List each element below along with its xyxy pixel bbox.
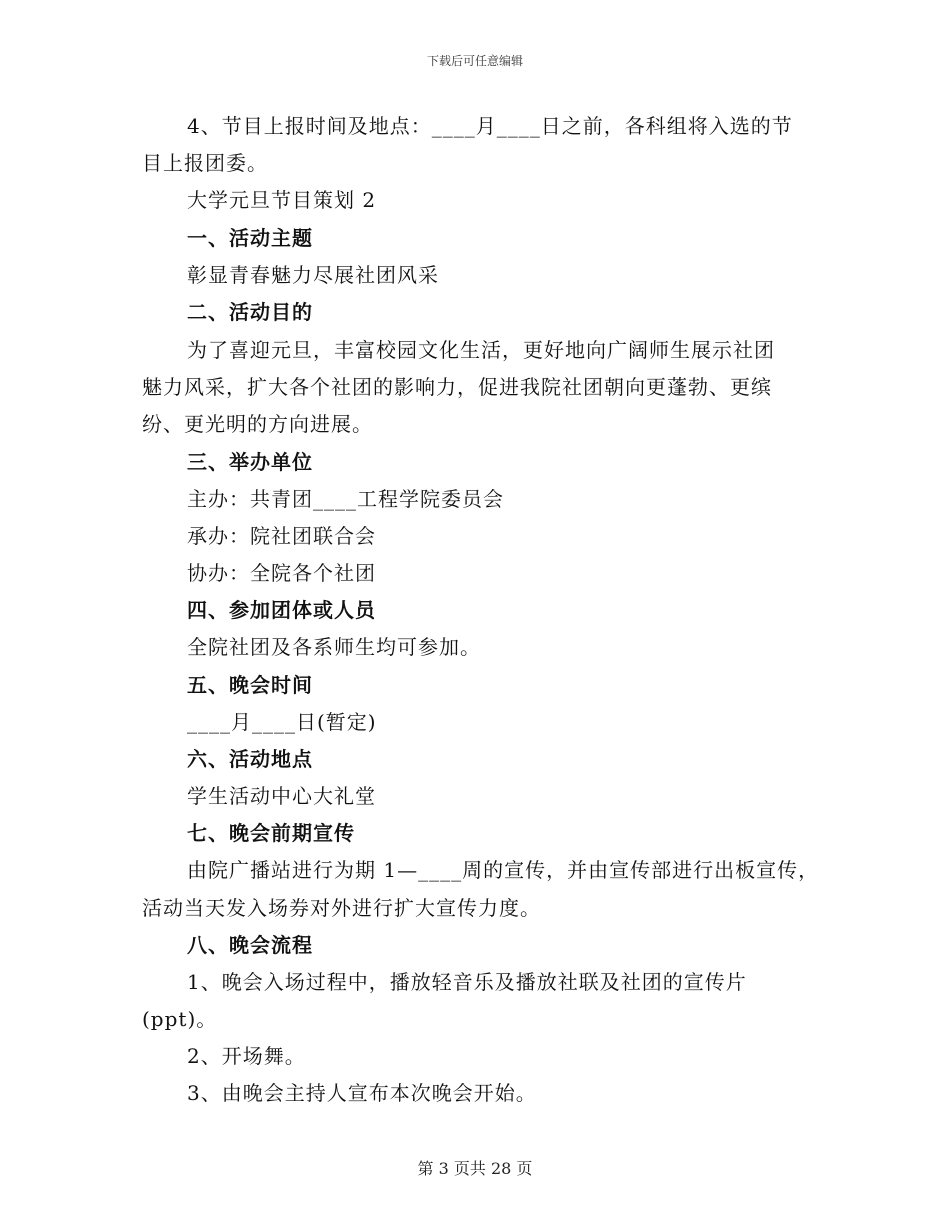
paragraph-line: ____月____日(暂定) [187, 710, 377, 734]
section-heading: 五、晚会时间 [187, 673, 313, 697]
paragraph-line: 协办：全院各个社团 [187, 561, 376, 585]
paragraph-line: 4、节目上报时间及地点：____月____日之前，各科组将入选的节 [187, 114, 793, 138]
paragraph-line: 目上报团委。 [142, 151, 268, 175]
paragraph-line: (ppt)。 [142, 1007, 218, 1031]
paragraph-line: 彰显青春魅力尽展社团风采 [187, 263, 439, 287]
section-heading: 三、举办单位 [187, 450, 313, 474]
paragraph-line: 承办：院社团联合会 [187, 524, 376, 548]
paragraph-line: 由院广播站进行为期 1—____周的宣传，并由宣传部进行出板宣传， [187, 858, 820, 882]
section-heading: 八、晚会流程 [187, 933, 313, 957]
section-heading: 四、参加团体或人员 [187, 598, 376, 622]
paragraph-line: 全院社团及各系师生均可参加。 [187, 635, 481, 659]
paragraph-line: 活动当天发入场券对外进行扩大宣传力度。 [142, 896, 541, 920]
page-header: 下载后可任意编辑 [426, 54, 523, 68]
section-heading: 七、晚会前期宣传 [187, 821, 355, 845]
paragraph-line: 1、晚会入场过程中，播放轻音乐及播放社联及社团的宣传片 [187, 970, 747, 994]
section-subtitle: 大学元旦节目策划 2 [187, 188, 377, 212]
paragraph-line: 主办：共青团____工程学院委员会 [187, 487, 504, 511]
page-footer: 第 3 页共 28 页 [417, 1159, 533, 1178]
paragraph-line: 为了喜迎元旦，丰富校园文化生活，更好地向广阔师生展示社团 [187, 338, 775, 362]
section-heading: 二、活动目的 [187, 300, 313, 324]
paragraph-line: 学生活动中心大礼堂 [187, 784, 376, 808]
section-heading: 六、活动地点 [187, 747, 313, 771]
section-heading: 一、活动主题 [187, 226, 313, 250]
paragraph-line: 2、开场舞。 [187, 1044, 306, 1068]
paragraph-line: 纷、更光明的方向进展。 [142, 412, 373, 436]
paragraph-line: 3、由晚会主持人宣布本次晚会开始。 [187, 1081, 537, 1105]
paragraph-line: 魅力风采，扩大各个社团的影响力，促进我院社团朝向更蓬勃、更缤 [142, 375, 772, 399]
